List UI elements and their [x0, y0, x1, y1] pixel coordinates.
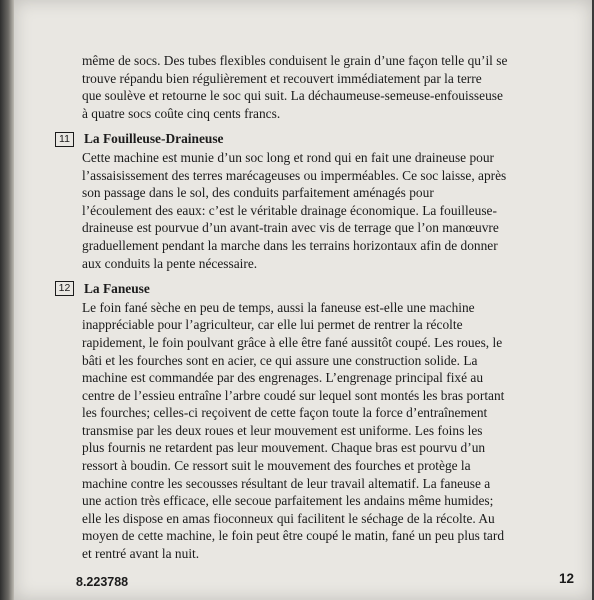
text-line: machine est commandée par des engrenages. L’engrenage principal fixé au [82, 370, 484, 386]
catalog-code: 8.223788 [76, 575, 129, 589]
page-number: 12 [559, 571, 575, 586]
text-line: transmise par les deux roues et leur mouvement est uniforme. Les foins les [82, 422, 483, 438]
text-line: draineuse est pourvue d’un avant-train avec vis de terrage que l’on manœuvre [82, 220, 499, 236]
intro-paragraph [82, 52, 568, 122]
section-heading [55, 280, 568, 298]
page-text [58, 52, 568, 563]
text-line: graduellement pendant la marche dans les terrains horizontaux afin de donner [82, 237, 498, 253]
text-line: machine contre les secousses résultant de leur travail altematif. La faneuse a [82, 475, 491, 491]
section-11 [59, 130, 568, 272]
section-12 [58, 280, 568, 563]
text-line: trouve répandu bien régulièrement et recouvert immédiatement par la terre [82, 70, 482, 86]
text-line: une action très efficace, elle secoue parfaitement les andains même humides; [82, 493, 494, 509]
text-line: bâti et les fourches sont en acier, ce qui assure une construction solide. La [82, 352, 478, 368]
text-line: et rentré avant la nuit. [82, 546, 200, 562]
text-line: ressort à boudin. Ce ressort suit le mouvement des fourches et protège la [82, 458, 471, 474]
text-line: moyen de cette machine, le foin peut être coupé le matin, fané un peu plus tard [82, 528, 505, 544]
text-line: elle les dispose en amas fioconneux qui facilitent le séchage de la récolte. Au [82, 510, 495, 526]
text-line: que soulève et retourne le soc qui suit. La déchaumeuse-semeuse-enfouisseuse [82, 88, 503, 104]
text-line: centre de l’essieu entraîne l’arbre coudé sur lequel sont montés les bras portant [82, 387, 505, 403]
section-title: La Fouilleuse-Draineuse [84, 131, 224, 147]
text-line: aux conduits la pente nécessaire. [82, 255, 258, 271]
text-line: les fourches; celles-ci reçoivent de cette façon toute la force d’entraînement [82, 405, 488, 421]
section-number-box: 11 [55, 132, 74, 147]
text-line: Cette machine est munie d’un soc long et rond qui en fait une draineuse pour [82, 149, 495, 165]
section-number-box: 12 [55, 281, 74, 296]
book-page [14, 0, 592, 600]
text-line: l’assaisissement des terres marécageuses ou imperméables. Ce soc laisse, après [82, 167, 507, 183]
text-line: son passage dans le sol, des conduits parfaitement aménagés pour [82, 185, 434, 201]
text-line: plus fournis ne retardent pas leur mouvement. Chaque bras est pourvu d’un [82, 440, 486, 456]
text-line: rapidement, le foin poulvant grâce à elle être fané aussitôt coupé. Les roues, le [82, 334, 503, 350]
text-line: l’écoulement des eaux: c’est le véritable drainage économique. La fouilleuse- [82, 202, 497, 218]
section-title: La Faneuse [84, 281, 150, 297]
section-heading [55, 130, 568, 148]
text-line: Le foin fané sèche en peu de temps, aussi la faneuse est-elle une machine [82, 299, 475, 315]
page-edge [0, 0, 14, 600]
text-line: inappréciable pour l’agriculteur, car elle lui permet de rentrer la récolte [82, 317, 463, 333]
text-line: même de socs. Des tubes flexibles conduisent le grain d’une façon telle qu’il se [82, 53, 508, 68]
text-line: à quatre socs coûte cinq cents francs. [82, 105, 281, 121]
